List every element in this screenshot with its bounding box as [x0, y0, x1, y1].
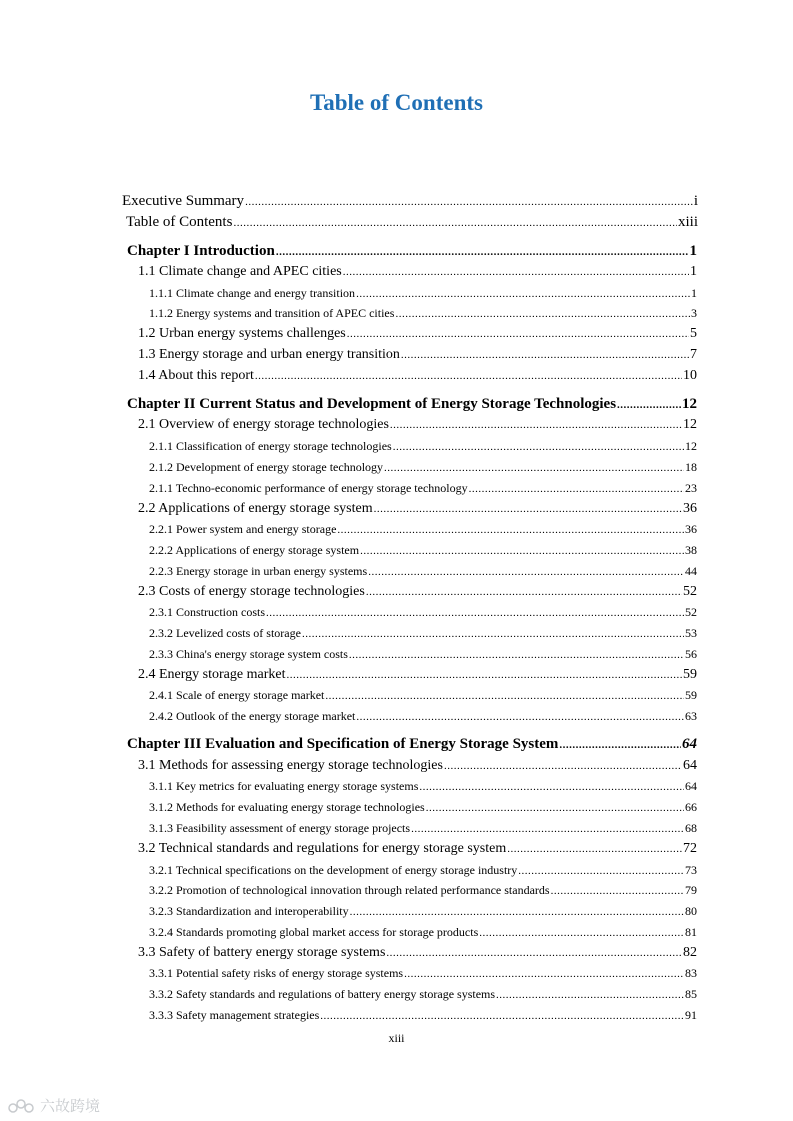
toc-entry-label: 2.2.1 Power system and energy storage — [149, 522, 337, 536]
toc-entry-1-1[interactable] — [138, 264, 697, 280]
toc-leader-dots — [496, 989, 684, 1001]
page-number: xiii — [388, 1031, 405, 1045]
toc-leader-dots — [266, 607, 684, 619]
toc-entry-page: 81 — [685, 925, 697, 939]
toc-entry-page: 36 — [683, 501, 697, 516]
toc-leader-dots — [479, 927, 684, 939]
toc-entry-3-2[interactable] — [138, 841, 697, 857]
toc-leader-dots — [286, 669, 682, 681]
toc-entry-label: 3.3.2 Safety standards and regulations of battery energy storage systems — [149, 987, 496, 1001]
toc-leader-dots — [366, 586, 682, 598]
toc-leader-dots — [302, 628, 684, 640]
toc-leader-dots — [617, 399, 681, 411]
toc-entry-label: 2.3.2 Levelized costs of storage — [149, 626, 301, 640]
toc-entry-label: 2.4.1 Scale of energy storage market — [149, 688, 325, 702]
toc-entry-label: 1.3 Energy storage and urban energy transition — [138, 347, 400, 362]
toc-entry-page: 12 — [683, 417, 697, 432]
toc-entry-1-4[interactable] — [138, 368, 697, 384]
toc-entry-2-3-1[interactable] — [149, 605, 697, 620]
toc-entry-page: 83 — [685, 966, 697, 980]
toc-entry-2-1-1[interactable] — [149, 439, 697, 454]
watermark-logo-icon — [8, 1097, 36, 1115]
toc-entry-chapter-1[interactable] — [127, 243, 697, 260]
toc-entry-page: 82 — [683, 945, 697, 960]
toc-entry-page: 80 — [685, 904, 697, 918]
toc-entry-label: Executive Summary — [122, 193, 245, 209]
toc-entry-page: 36 — [685, 522, 697, 536]
toc-leader-dots — [518, 865, 684, 877]
watermark — [8, 1095, 100, 1116]
toc-entry-page: 5 — [690, 326, 697, 341]
toc-entry-1-2[interactable] — [138, 326, 697, 342]
toc-entry-chapter-3[interactable] — [127, 736, 697, 753]
toc-leader-dots — [245, 196, 693, 208]
toc-leader-dots — [349, 649, 684, 661]
watermark-text: 六故跨境 — [40, 1097, 101, 1115]
toc-leader-dots — [411, 823, 684, 835]
toc-leader-dots — [356, 711, 684, 723]
toc-entry-page: 53 — [685, 626, 697, 640]
toc-entry-page: 59 — [683, 667, 697, 682]
toc-entry-label: 3.1.3 Feasibility assessment of energy storage projects — [149, 821, 411, 835]
toc-entry-label: Chapter I Introduction — [127, 243, 275, 259]
toc-entry-2-4-2[interactable] — [149, 709, 697, 724]
toc-entry-page: xiii — [677, 214, 698, 230]
toc-entry-label: Chapter II Current Status and Development of Energy Storage Technologies — [127, 396, 617, 412]
toc-entry-page: 68 — [685, 821, 697, 835]
toc-entry-page: 64 — [682, 736, 697, 752]
page-title: Table of Contents — [310, 90, 483, 115]
toc-entry-label: 3.3 Safety of battery energy storage systems — [138, 945, 386, 960]
toc-entry-3-3-1[interactable] — [149, 966, 697, 981]
toc-entry-label: 1.4 About this report — [138, 368, 254, 383]
toc-entry-page: 64 — [685, 779, 697, 793]
toc-entry-page: 23 — [685, 481, 697, 495]
toc-entry-3-1-1[interactable] — [149, 779, 697, 794]
toc-entry-label: 2.3.3 China's energy storage system costs — [149, 647, 348, 661]
toc-entry-page: 18 — [685, 460, 697, 474]
toc-entry-label: 1.1.2 Energy systems and transition of APEC cities — [149, 306, 395, 320]
toc-entry-2-4-1[interactable] — [149, 688, 697, 703]
toc-entry-page: 64 — [683, 758, 697, 773]
toc-leader-dots — [350, 906, 684, 918]
toc-entry-label: 3.3.3 Safety management strategies — [149, 1008, 320, 1022]
toc-entry-page: 59 — [685, 688, 697, 702]
toc-entry-3-2-4[interactable] — [149, 925, 697, 940]
toc-entry-2-3[interactable] — [138, 584, 697, 600]
toc-entry-page: 10 — [683, 368, 697, 383]
toc-entry-label: 2.1 Overview of energy storage technologies — [138, 417, 389, 432]
toc-leader-dots — [320, 1010, 684, 1022]
toc-entry-page: 73 — [685, 863, 697, 877]
toc-leader-dots — [426, 802, 684, 814]
toc-entry-3-1[interactable] — [138, 758, 697, 774]
toc-leader-dots — [384, 462, 684, 474]
toc-entry-3-3[interactable] — [138, 945, 697, 961]
toc-leader-dots — [390, 419, 682, 431]
toc-entry-label: 2.3.1 Construction costs — [149, 605, 265, 619]
toc-entry-label: 2.2.3 Energy storage in urban energy systems — [149, 564, 368, 578]
toc-entry-3-3-3[interactable] — [149, 1008, 697, 1023]
toc-entry-page: 85 — [685, 987, 697, 1001]
toc-entry-label: 3.1.2 Methods for evaluating energy storage technologies — [149, 800, 425, 814]
toc-entry-page: 44 — [685, 564, 697, 578]
toc-leader-dots — [255, 370, 682, 382]
toc-entry-page: 1 — [689, 243, 697, 259]
toc-entry-label: 2.3 Costs of energy storage technologies — [138, 584, 365, 599]
toc-leader-dots — [551, 885, 684, 897]
toc-entry-2-2[interactable] — [138, 501, 697, 517]
toc-entry-page: 7 — [690, 347, 697, 362]
toc-entry-page: 52 — [683, 584, 697, 599]
toc-entry-3-1-2[interactable] — [149, 800, 697, 815]
toc-entry-table-of-contents[interactable] — [126, 214, 698, 231]
toc-entry-3-2-3[interactable] — [149, 904, 697, 919]
toc-leader-dots — [395, 308, 690, 320]
toc-entry-page: 66 — [685, 800, 697, 814]
toc-entry-3-2-2[interactable] — [149, 883, 697, 898]
toc-entry-2-3-3[interactable] — [149, 647, 697, 662]
toc-entry-executive-summary[interactable] — [122, 193, 698, 210]
toc-entry-page: 91 — [685, 1008, 697, 1022]
toc-entry-2-1-3[interactable] — [149, 481, 697, 496]
toc-leader-dots — [559, 739, 681, 751]
toc-entry-label: 2.4.2 Outlook of the energy storage market — [149, 709, 356, 723]
toc-entry-page: 1 — [691, 286, 697, 300]
toc-entry-label: 3.1 Methods for assessing energy storage technologies — [138, 758, 443, 773]
toc-leader-dots — [374, 503, 682, 515]
toc-entry-page: 79 — [685, 883, 697, 897]
toc-entry-label: 1.2 Urban energy systems challenges — [138, 326, 346, 341]
toc-entry-2-2-2[interactable] — [149, 543, 697, 558]
toc-leader-dots — [386, 947, 682, 959]
toc-entry-page: 72 — [683, 841, 697, 856]
toc-entry-label: Chapter III Evaluation and Specification of Energy Storage System — [127, 736, 559, 752]
toc-entry-chapter-2[interactable] — [127, 396, 697, 413]
toc-leader-dots — [507, 843, 682, 855]
toc-leader-dots — [393, 441, 684, 453]
toc-entry-label: 3.3.1 Potential safety risks of energy storage systems — [149, 966, 404, 980]
toc-entry-page: i — [693, 193, 698, 209]
toc-entry-3-3-2[interactable] — [149, 987, 697, 1002]
toc-entry-label: 2.1.1 Techno-economic performance of energy storage technology — [149, 481, 468, 495]
toc-entry-label: 2.2.2 Applications of energy storage system — [149, 543, 360, 557]
toc-leader-dots — [233, 217, 677, 229]
toc-entry-label: 2.2 Applications of energy storage system — [138, 501, 373, 516]
toc-entry-label: 2.1.2 Development of energy storage technology — [149, 460, 384, 474]
toc-entry-2-1[interactable] — [138, 417, 697, 433]
toc-leader-dots — [360, 545, 684, 557]
toc-entry-page: 63 — [685, 709, 697, 723]
toc-leader-dots — [401, 349, 689, 361]
toc-leader-dots — [337, 524, 684, 536]
toc-leader-dots — [276, 246, 689, 258]
toc-entry-2-3-2[interactable] — [149, 626, 697, 641]
toc-entry-page: 12 — [685, 439, 697, 453]
toc-entry-label: 3.2.2 Promotion of technological innovation through related performance standards — [149, 883, 550, 897]
toc-leader-dots — [469, 483, 684, 495]
toc-entry-label: 1.1.1 Climate change and energy transition — [149, 286, 356, 300]
toc-entry-page: 38 — [685, 543, 697, 557]
toc-entry-2-2-1[interactable] — [149, 522, 697, 537]
toc-entry-page: 1 — [690, 264, 697, 279]
toc-entry-label: 3.2.3 Standardization and interoperability — [149, 904, 349, 918]
toc-entry-1-1-1[interactable] — [149, 286, 697, 301]
toc-entry-page: 12 — [682, 396, 697, 412]
toc-entry-label: 3.2.4 Standards promoting global market access for storage products — [149, 925, 479, 939]
toc-entry-label: 3.2 Technical standards and regulations for energy storage system — [138, 841, 507, 856]
toc-entry-label: 3.2.1 Technical specifications on the development of energy storage industry — [149, 863, 518, 877]
toc-entry-label: 1.1 Climate change and APEC cities — [138, 264, 342, 279]
toc-entry-page: 52 — [685, 605, 697, 619]
toc-entry-1-3[interactable] — [138, 347, 697, 363]
toc-entry-label: Table of Contents — [126, 214, 233, 230]
toc-entry-2-4[interactable] — [138, 667, 697, 683]
toc-entry-3-1-3[interactable] — [149, 821, 697, 836]
toc-leader-dots — [444, 760, 682, 772]
toc-leader-dots — [343, 266, 689, 278]
toc-leader-dots — [347, 328, 689, 340]
toc-entry-label: 3.1.1 Key metrics for evaluating energy storage systems — [149, 779, 419, 793]
toc-entry-page: 3 — [691, 306, 697, 320]
toc-entry-2-2-3[interactable] — [149, 564, 697, 579]
toc-leader-dots — [404, 968, 684, 980]
toc-entry-label: 2.1.1 Classification of energy storage technologies — [149, 439, 392, 453]
toc-leader-dots — [356, 288, 690, 300]
toc-leader-dots — [325, 690, 684, 702]
toc-leader-dots — [368, 566, 684, 578]
toc-entry-1-1-2[interactable] — [149, 306, 697, 321]
toc-entry-2-1-2[interactable] — [149, 460, 697, 475]
toc-entry-label: 2.4 Energy storage market — [138, 667, 286, 682]
toc-entry-page: 56 — [685, 647, 697, 661]
toc-leader-dots — [419, 781, 684, 793]
toc-entry-3-2-1[interactable] — [149, 863, 697, 878]
